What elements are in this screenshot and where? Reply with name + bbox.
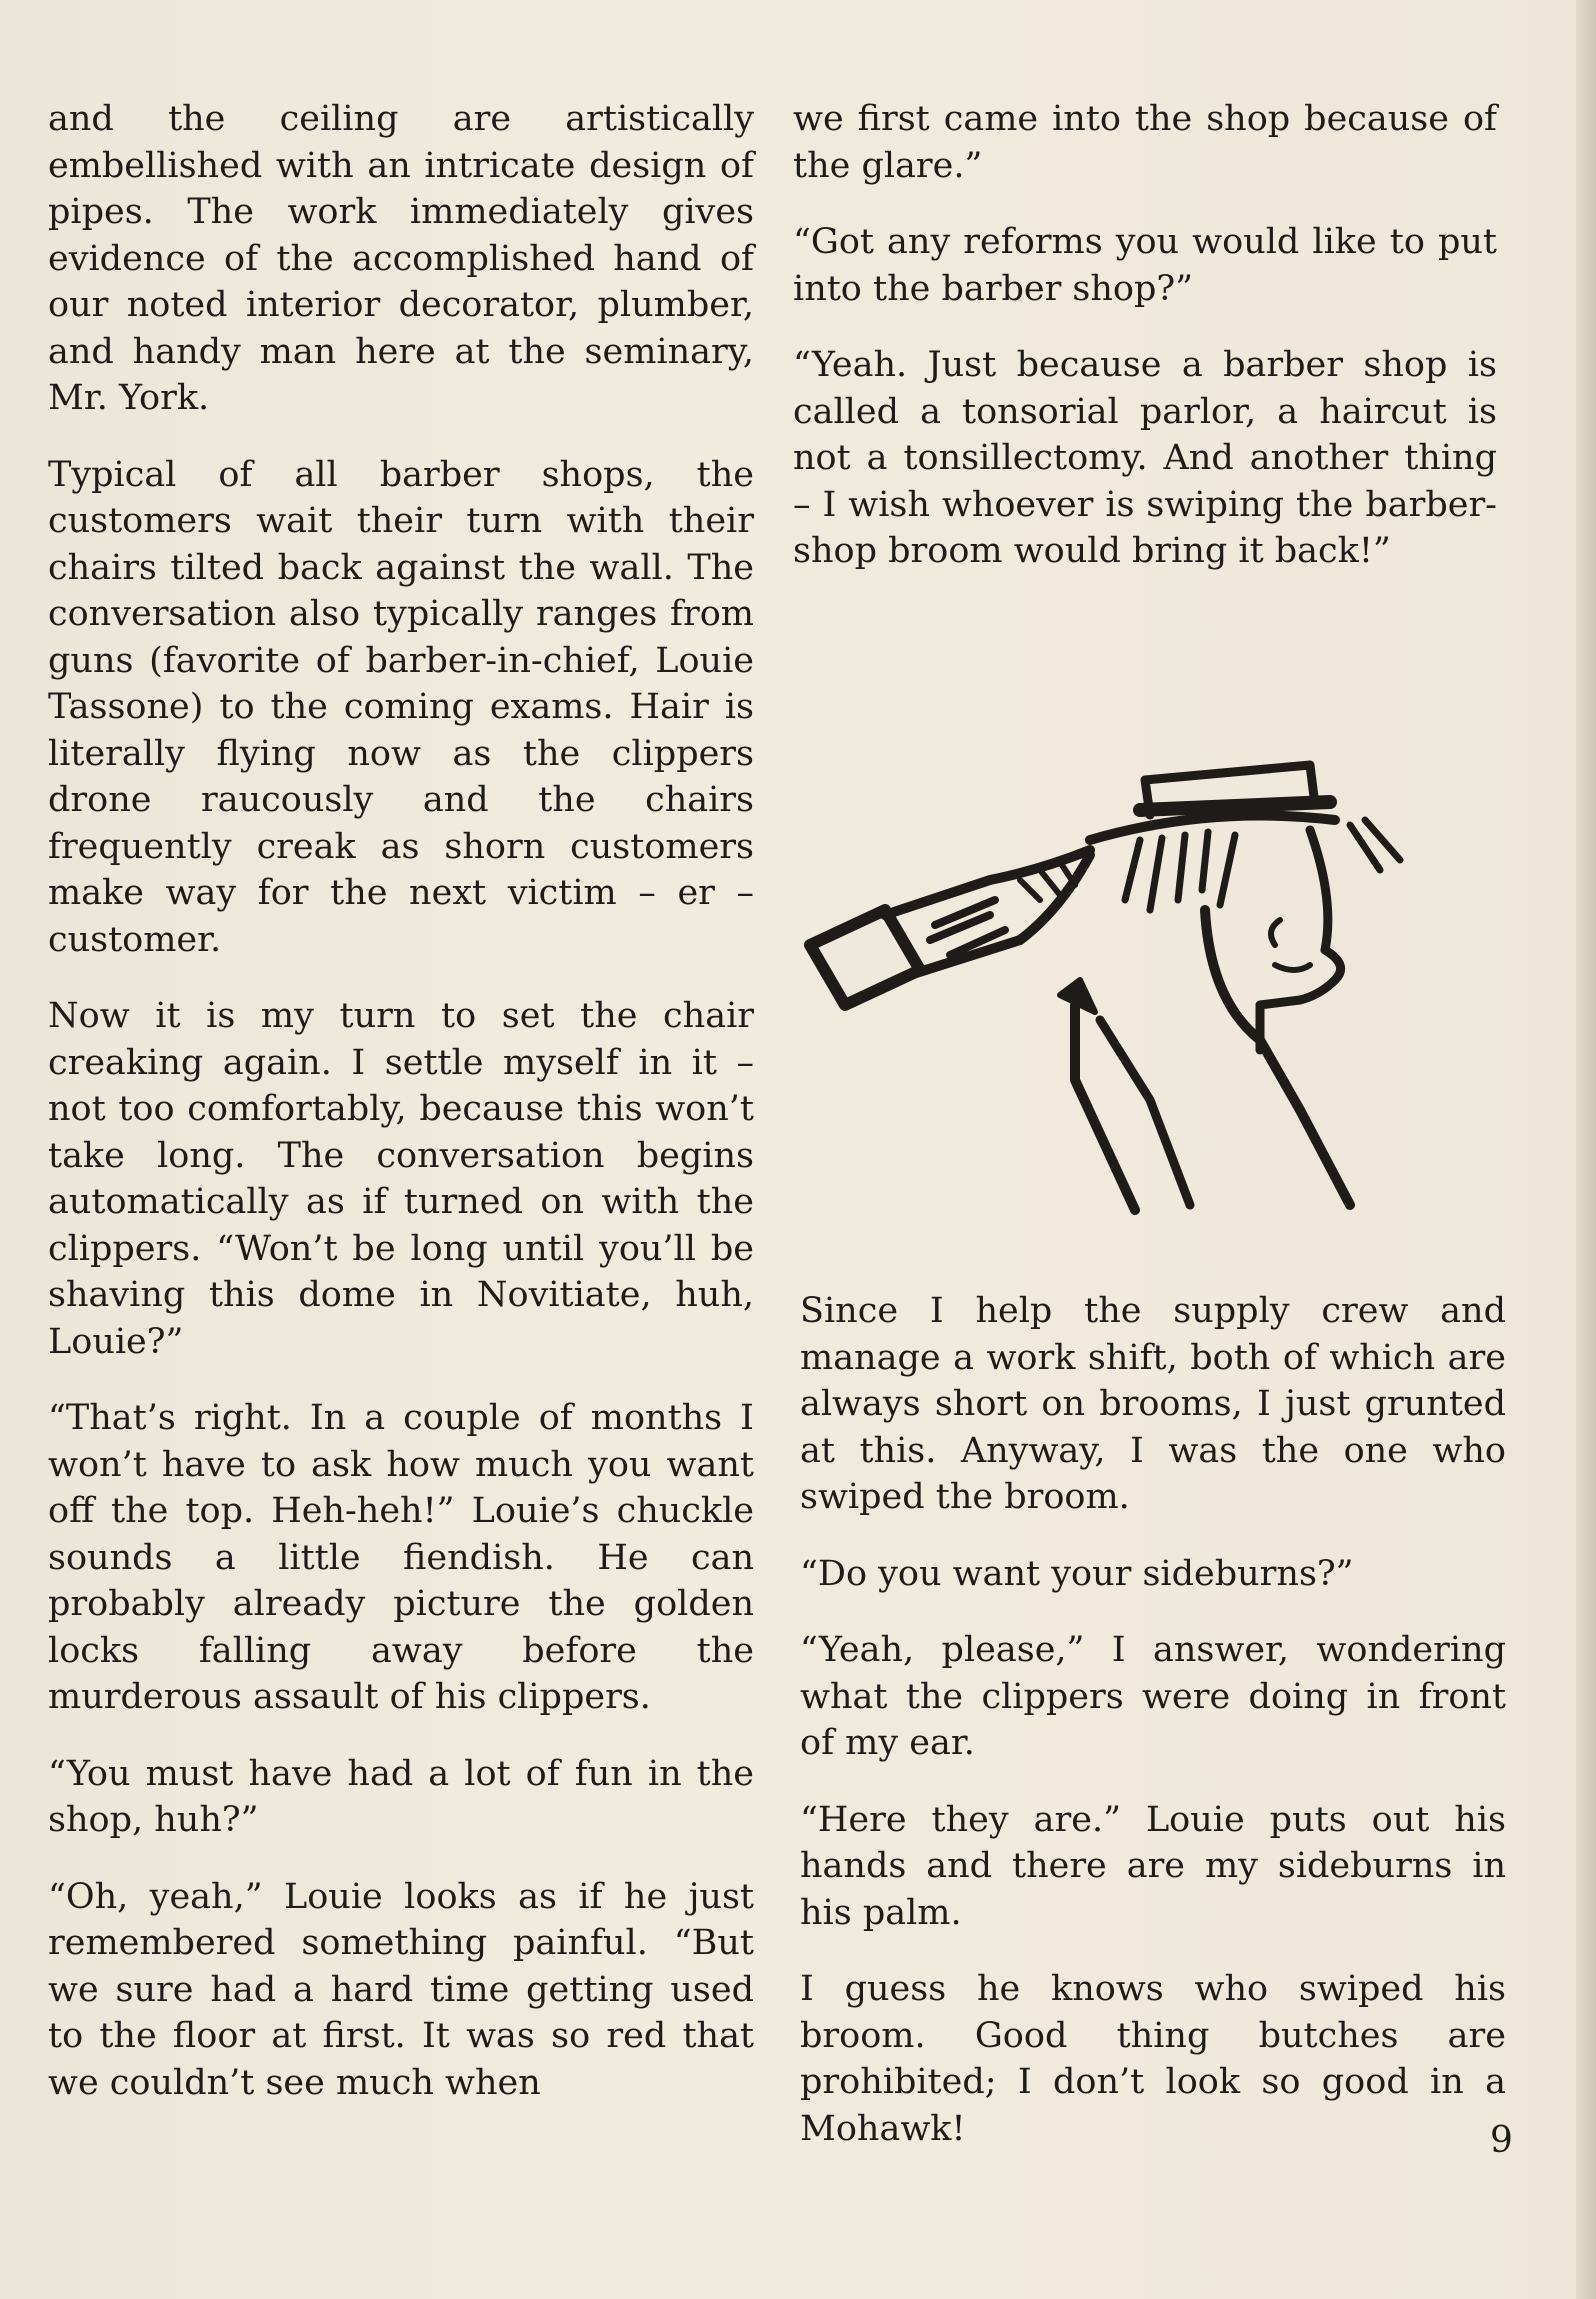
hair-strands [1125,820,1400,910]
barber-illustration [790,750,1480,1220]
paragraph: Since I help the supply crew and manage a work shift, both of which are always short on brooms, I just grunted at this. Anyway, I was the one who swiped the broom. [800,1291,1506,1517]
right-column-top [793,96,1497,605]
cape-line-2 [1100,1020,1190,1205]
clipper-handle [810,910,920,1005]
paragraph: “That’s right. In a couple of months I won’t have to ask how much you want off the top. Heh-heh!” Louie’s chuckle sounds a little fiendish. He can probably already picture the golden locks falling away before the murderous assault of his clippers. [48,1398,754,1717]
paragraph: I guess he knows who swiped his broom. Good thing butches are prohibited; I don’t look so good in a Mohawk! [800,1969,1506,2149]
left-column [48,96,754,2136]
paragraph: “You must have had a lot of fun in the shop, huh?” [48,1753,754,1840]
paragraph: we first came into the shop because of the glare.” [793,99,1497,186]
face-profile [1260,830,1341,1005]
hat-brim [1090,816,1335,841]
page-binding-edge [1576,0,1596,2299]
paragraph: “Yeah. Just because a barber shop is called a tonsorial parlor, a haircut is not a tonsillectomy. And another thing – I wish whoever is swiping the barber-shop broom would bring it back!” [793,345,1497,571]
paragraph: “Got any reforms you would like to put into the barber shop?” [793,222,1497,309]
paragraph: “Oh, yeah,” Louie looks as if he just remembered something painful. “But we sure had a hard time getting used to the floor at first. It was so red that we couldn’t see much when [48,1876,754,2103]
paragraph: and the ceiling are artistically embellished with an intricate design of pipes. The work immediately gives evidence of the accomplished hand of our noted interior decorator, plumber, and handy man here at the seminary, Mr. York. [48,99,754,418]
paragraph: “Here they are.” Louie puts out his hands and there are my sideburns in his palm. [800,1799,1506,1933]
paragraph: “Yeah, please,” I answer, wondering what the clippers were doing in front of my ear. [800,1630,1506,1763]
hat-band [1140,802,1330,810]
right-column-bottom [800,1288,1506,2182]
paragraph: Typical of all barber shops, the customers wait their turn with their chairs tilted back against the wall. The conversation also typically ranges from guns (favorite of barber-in-chief, Louie Tassone) to the coming exams. Hair is literally flying now as the clippers drone raucously and the chairs frequently creak as shorn customers make way for the next victim – er – customer. [48,454,754,960]
paragraph: “Do you want your sideburns?” [800,1553,1354,1594]
mouth [1275,965,1310,970]
eye [1271,920,1280,945]
page-number: 9 [1490,2120,1513,2161]
paragraph: Now it is my turn to set the chair creaking again. I settle myself in it – not too comfortably, because this won’t take long. The conversation begins automatically as if turned on with the clippers. “Won’t be long until you’ll be shaving this dome in Novitiate, huh, Louie?” [48,996,754,1362]
